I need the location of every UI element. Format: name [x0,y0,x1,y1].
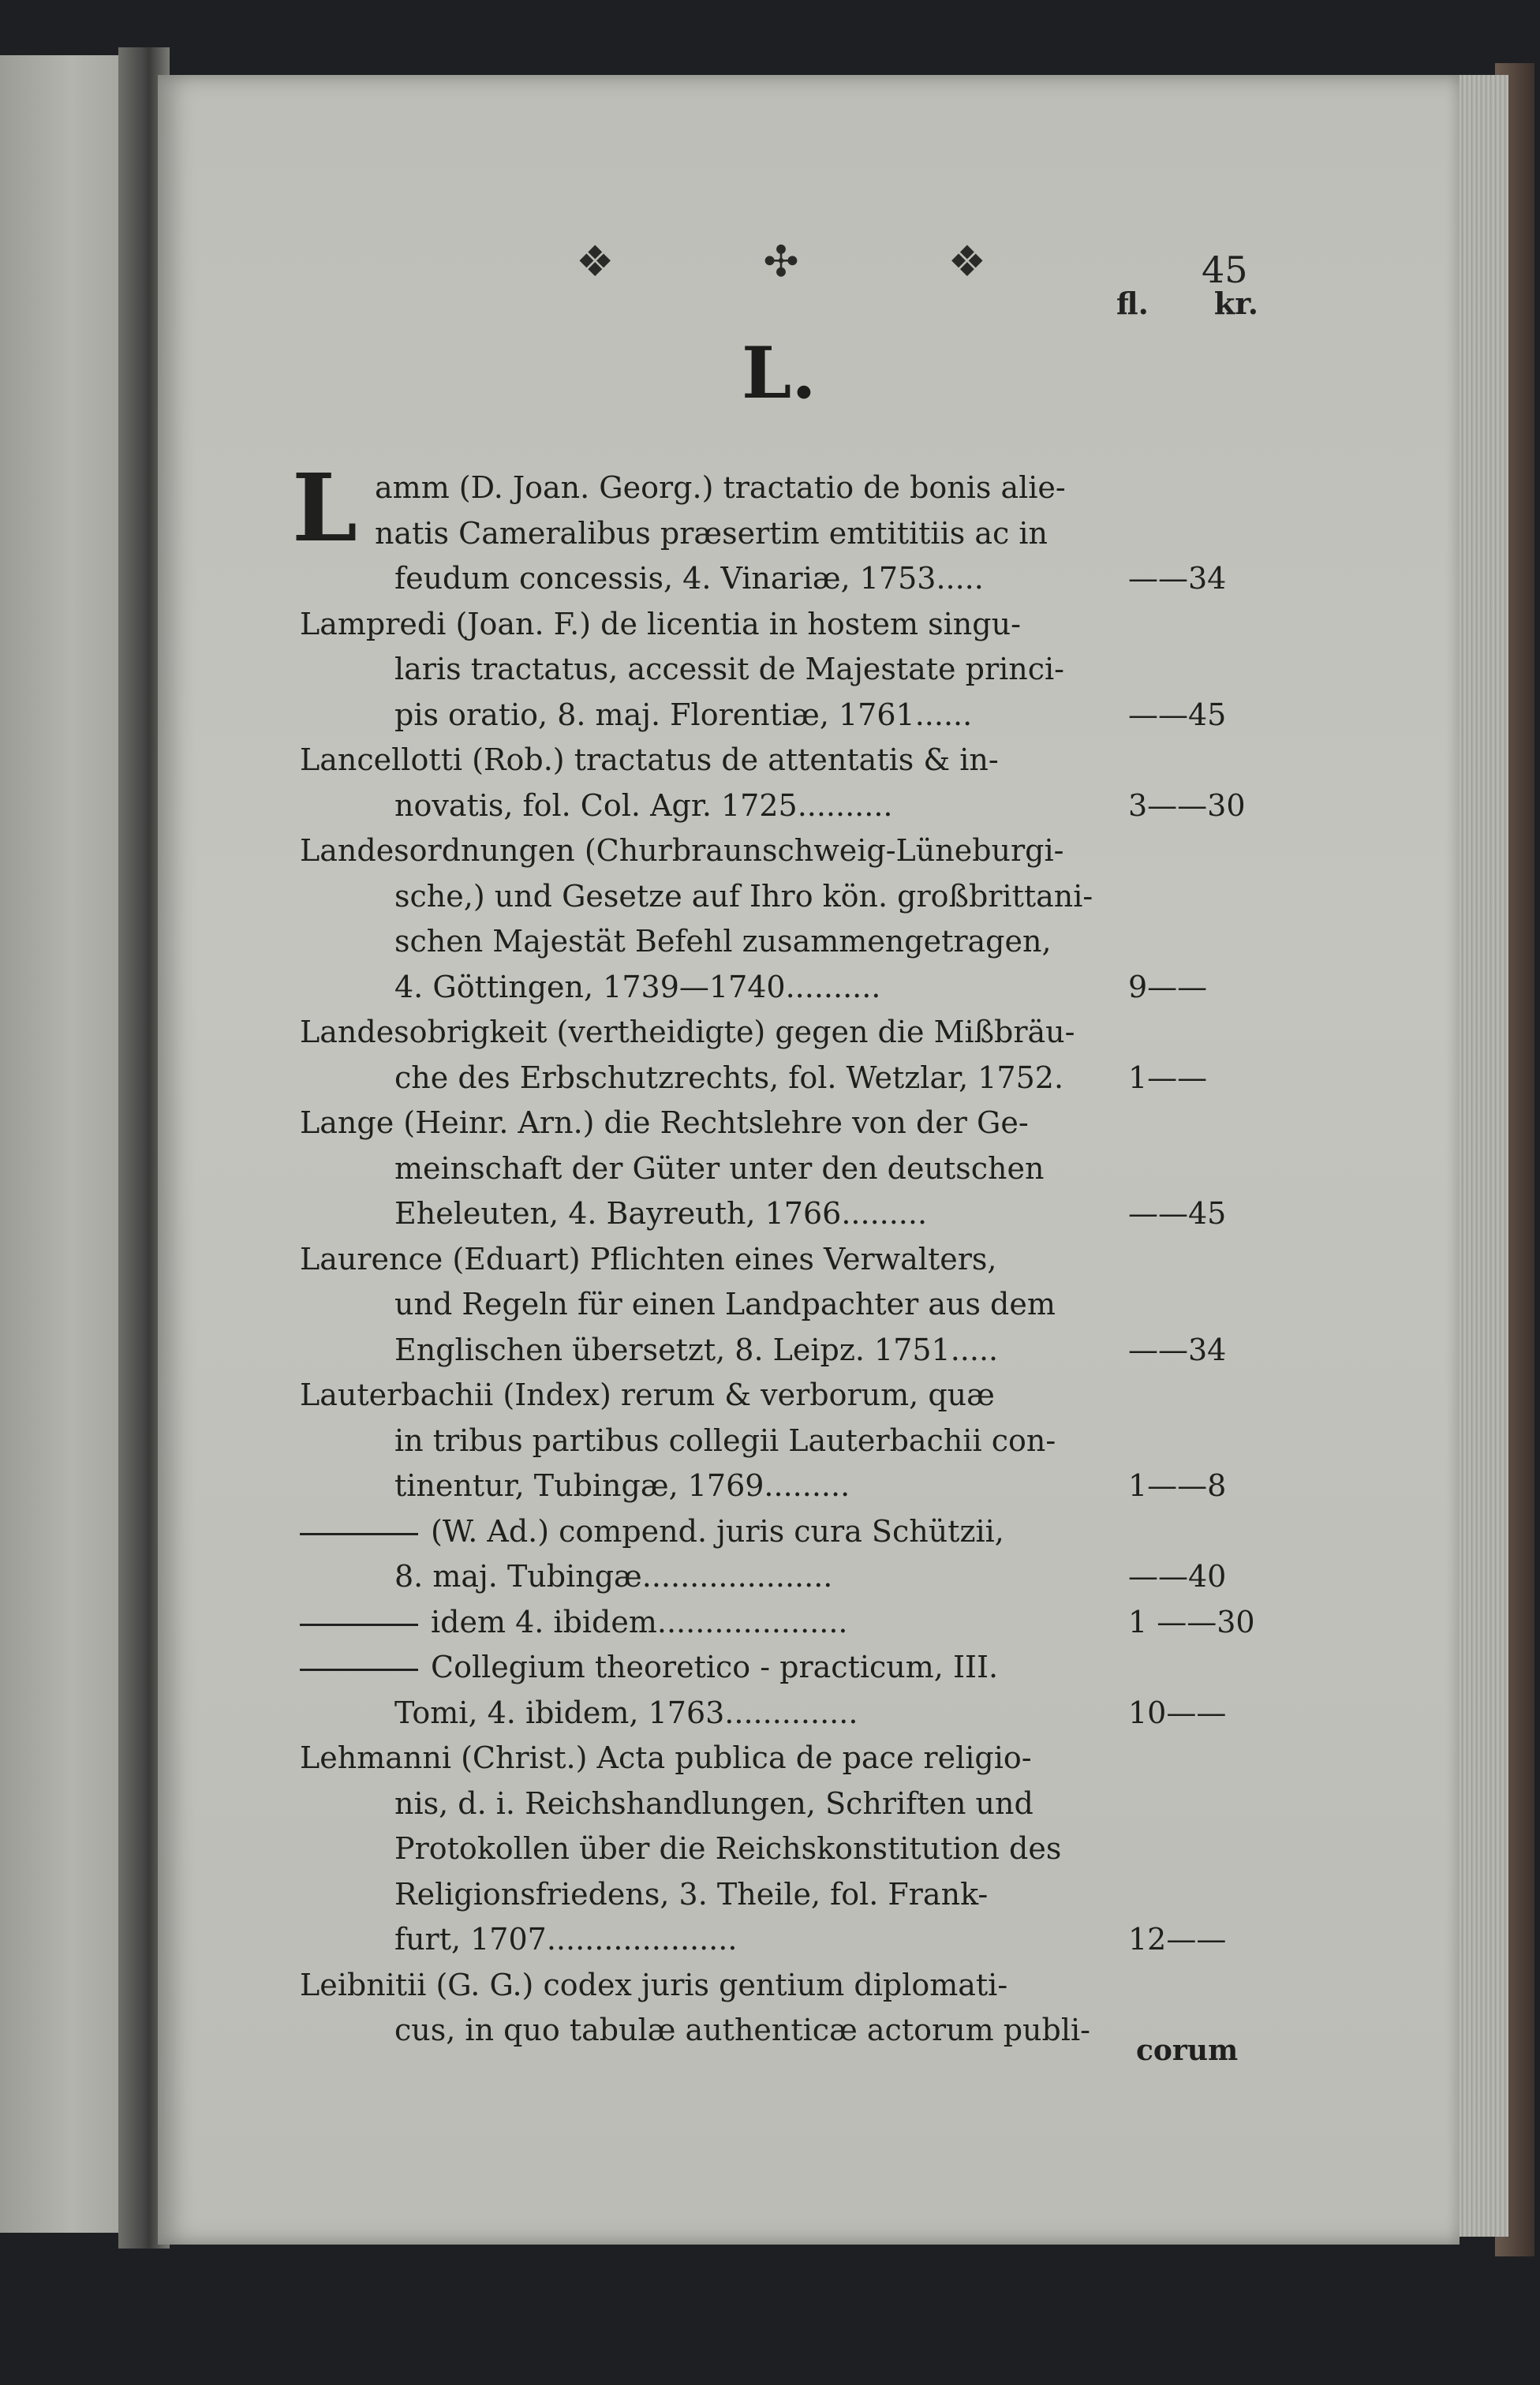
catalogue-entry [300,1101,1286,1237]
entry-price: ——40 [1128,1559,1227,1594]
entry-text: natis Cameralibus præsertim emtititiis ac in [375,515,1048,551]
entry-line [300,1328,1286,1374]
entry-line [300,1419,1286,1464]
entry-text: Lancellotti (Rob.) tractatus de attentatis & in- [300,742,999,777]
entry-text: Religionsfriedens, 3. Theile, fol. Frank- [394,1876,989,1912]
entry-line [300,1600,1286,1646]
entry-text: (W. Ad.) compend. juris cura Schützii, [431,1513,1004,1549]
entry-text: laris tractatus, accessit de Majestate princi- [394,652,1065,686]
ditto-dash [300,1624,418,1626]
ditto-dash [300,1533,418,1535]
entry-line [300,511,1286,557]
entry-line [300,1736,1286,1781]
entry-line [300,1826,1286,1872]
ornament-left-icon: ❖ [576,237,615,286]
left-facing-page [0,55,130,2233]
entry-text: che des Erbschutzrechts, fol. Wetzlar, 1752. [394,1060,1064,1095]
entry-text: Collegium theoretico - practicum, III. [431,1650,999,1684]
entry-line [300,919,1286,965]
entry-price: 9—— [1128,969,1208,1004]
entry-text: Landesobrigkeit (vertheidigte) gegen die Mißbräu- [300,1015,1075,1049]
entry-line [300,1509,1286,1555]
entry-line [300,602,1286,648]
entry-line [300,1010,1286,1056]
catalogue-entry [300,1509,1286,1600]
catalogue-entry [300,1237,1286,1374]
entry-line [300,1781,1286,1827]
entry-text: pis oratio, 8. maj. Florentiæ, 1761...... [394,697,973,732]
entry-line [300,1101,1286,1146]
entry-price: 1 ——30 [1128,1604,1255,1639]
entry-text: schen Majestät Befehl zusammengetragen, [394,924,1052,959]
catalogue-entry [292,453,1286,602]
catchword: corum [1136,2034,1239,2067]
entry-line [300,738,1286,783]
catalogue-entry [300,828,1286,1010]
entry-price: 12—— [1128,1922,1227,1957]
entry-line [300,465,1286,511]
catalogue-entry [300,1736,1286,1963]
entry-text: furt, 1707.................... [394,1922,738,1957]
entry-text: 8. maj. Tubingæ.................... [394,1559,833,1594]
entry-line [300,783,1286,829]
entry-text: Lehmanni (Christ.) Acta publica de pace religio- [300,1740,1032,1775]
ditto-dash [300,1669,418,1671]
entry-text: Eheleuten, 4. Bayreuth, 1766......... [394,1196,928,1231]
entry-text: meinschaft der Güter unter den deutschen [394,1150,1045,1186]
catalogue-entry [300,738,1286,828]
entry-line [300,965,1286,1011]
entry-text: Protokollen über die Reichskonstitution des [394,1831,1062,1866]
entry-line [300,874,1286,920]
entry-text: sche,) und Gesetze auf Ihro kön. großbrittani- [394,878,1093,914]
entry-text: amm (D. Joan. Georg.) tractatio de bonis alie- [375,470,1066,505]
entry-price: ——45 [1128,1196,1227,1231]
entry-line [300,1554,1286,1600]
entry-line [300,1691,1286,1736]
entry-line [300,1963,1286,2009]
catalogue-entries [292,453,1286,2054]
entry-price: ——34 [1128,1332,1227,1367]
entry-line [300,1917,1286,1963]
entry-line [300,647,1286,693]
catalogue-entry [300,1645,1286,1736]
page-number: 45 [1202,249,1248,291]
entry-text: cus, in quo tabulæ authenticæ actorum publi- [394,2013,1090,2047]
entry-line [300,693,1286,738]
entry-price: 10—— [1128,1695,1227,1730]
entry-line [300,1464,1286,1509]
entry-price: 1——8 [1128,1468,1227,1503]
entry-text: Laurence (Eduart) Pflichten eines Verwalters, [300,1241,997,1277]
entry-price: ——34 [1128,561,1227,596]
entry-line [300,1373,1286,1419]
catalogue-entry [300,602,1286,738]
entry-line [300,1237,1286,1283]
entry-text: feudum concessis, 4. Vinariæ, 1753..... [394,561,984,596]
entry-line [300,1146,1286,1192]
entry-text: novatis, fol. Col. Agr. 1725.......... [394,787,893,823]
catalogue-entry [300,1600,1286,1646]
entry-line [300,1191,1286,1237]
entry-text: Tomi, 4. ibidem, 1763.............. [394,1695,858,1730]
header-ornament [576,237,986,286]
entry-line [300,1282,1286,1328]
price-column-headers [1116,286,1258,321]
entry-text: Lampredi (Joan. F.) de licentia in hostem singu- [300,606,1021,641]
catalogue-entry [300,1373,1286,1509]
entry-text: in tribus partibus collegii Lauterbachii con- [394,1422,1056,1458]
entry-text: idem 4. ibidem.................... [431,1604,848,1639]
ornament-center-icon: ✣ [763,237,799,286]
entry-text: Lange (Heinr. Arn.) die Rechtslehre von der Ge- [300,1105,1029,1140]
entry-line [300,828,1286,874]
entry-text: Englischen übersetzt, 8. Leipz. 1751..... [394,1332,999,1367]
entry-text: nis, d. i. Reichshandlungen, Schriften und [394,1785,1034,1821]
entry-line [300,1645,1286,1691]
entry-text: Landesordnungen (Churbraunschweig-Lüneburgi- [300,833,1064,868]
entry-price: ——45 [1128,697,1227,732]
entry-line [300,1056,1286,1101]
section-letter: L. [742,331,817,415]
florin-header: fl. [1116,286,1149,321]
kreuzer-header: kr. [1213,286,1258,321]
ornament-right-icon: ❖ [948,237,986,286]
entry-price: 3——30 [1128,787,1246,823]
entry-text: Lauterbachii (Index) rerum & verborum, quæ [300,1378,995,1412]
entry-line [300,1872,1286,1918]
entry-price: 1—— [1128,1060,1208,1095]
entry-text: 4. Göttingen, 1739—1740.......... [394,969,881,1004]
entry-line [300,556,1286,602]
entry-text: und Regeln für einen Landpachter aus dem [394,1287,1056,1321]
entry-text: Leibnitii (G. G.) codex juris gentium diplomati- [300,1967,1008,2002]
drop-capital: L [292,453,357,563]
entry-text: tinentur, Tubingæ, 1769......... [394,1468,850,1503]
catalogue-entry [300,1010,1286,1101]
